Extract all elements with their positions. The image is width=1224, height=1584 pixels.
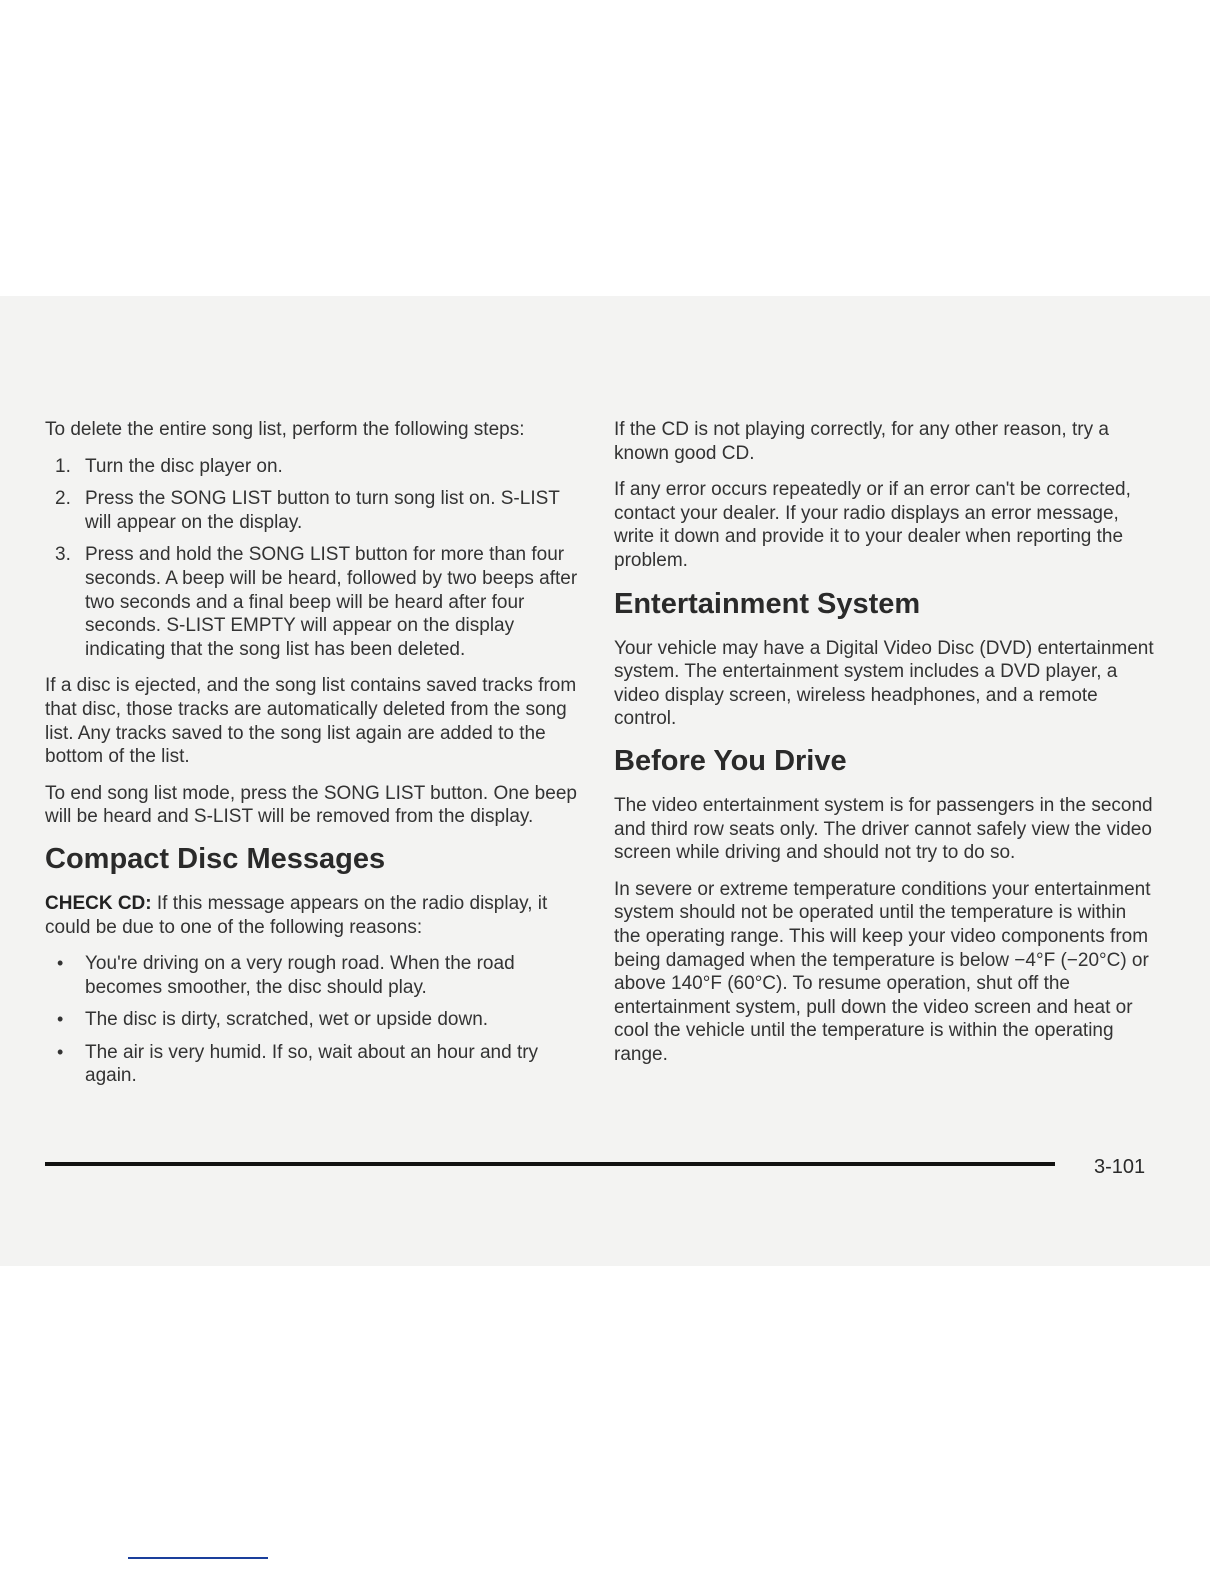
check-cd-label: CHECK CD: [45,892,152,914]
left-column [45,418,580,1097]
reason-text: The disc is dirty, scratched, wet or upside down. [85,1009,489,1031]
bullet-icon: • [57,1041,64,1062]
before-you-drive-paragraph: The video entertainment system is for passengers in the second and third row seats only. The driver cannot safely view the video screen while driving and should not try to do so. [614,794,1153,864]
cd-not-playing-paragraph: If the CD is not playing correctly, for any other reason, try a known good CD. [614,419,1109,464]
bottom-mark-line [128,1557,268,1559]
footer-rule [45,1162,1055,1166]
disc-ejected-paragraph: If a disc is ejected, and the song list contains saved tracks from that disc, those tracks are automatically deleted from the song list. Any tracks saved to the song list again are added to the bottom of the list. [45,675,577,768]
compact-disc-messages-heading: Compact Disc Messages [45,842,386,875]
step-number: 2. [55,488,71,510]
step-item [45,487,580,534]
step-item [45,455,580,479]
song-list-steps [45,455,580,662]
check-cd-reasons [45,952,580,1088]
step-text: Turn the disc player on. [85,455,283,477]
page-number: 3-101 [1094,1156,1146,1178]
bullet-icon: • [57,953,64,974]
reason-item [45,952,580,999]
right-column [614,418,1154,1079]
reason-item [45,1008,580,1032]
step-item [45,543,580,661]
reason-text: The air is very humid. If so, wait about an hour and try again. [85,1041,539,1087]
entertainment-system-paragraph: Your vehicle may have a Digital Video Disc (DVD) entertainment system. The entertainment system includes a DVD player, a video display screen, wireless headphones, and a remote control. [614,637,1154,730]
error-paragraph: If any error occurs repeatedly or if an error can't be corrected, contact your dealer. If your radio displays an error message, write it down and provide it to your dealer when reporting the problem. [614,479,1131,571]
step-number: 3. [55,544,71,566]
bullet-icon: • [57,1009,64,1030]
before-you-drive-heading: Before You Drive [614,744,847,777]
temperature-paragraph: In severe or extreme temperature conditions your entertainment system should not be operated until the temperature is within the operating range. This will keep your video components from being damaged when the temperature is below −4°F (−20°C) or above 140°F (60°C). To resume operation, shut off the entertainment system, pull down the video screen and heat or cool the vehicle until the temperature is within the operating range. [614,878,1151,1065]
song-list-intro: To delete the entire song list, perform the following steps: [45,419,525,440]
step-text: Press and hold the SONG LIST button for more than four seconds. A beep will be heard, followed by two beeps after two seconds and a final beep will be heard after four seconds. S-LIST EMPTY will appear on the display indicating that the song list has been deleted. [85,544,578,660]
entertainment-system-heading: Entertainment System [614,587,921,620]
step-text: Press the SONG LIST button to turn song list on. S-LIST will appear on the display. [85,488,560,533]
check-cd-text: If this message appears on the radio display, it could be due to one of the following reasons: [45,892,548,938]
check-cd-paragraph [45,892,580,939]
step-number: 1. [55,455,71,477]
end-song-list-paragraph: To end song list mode, press the SONG LIST button. One beep will be heard and S-LIST will be removed from the display. [45,782,577,828]
reason-text: You're driving on a very rough road. When the road becomes smoother, the disc should play. [85,953,515,998]
reason-item [45,1041,580,1088]
